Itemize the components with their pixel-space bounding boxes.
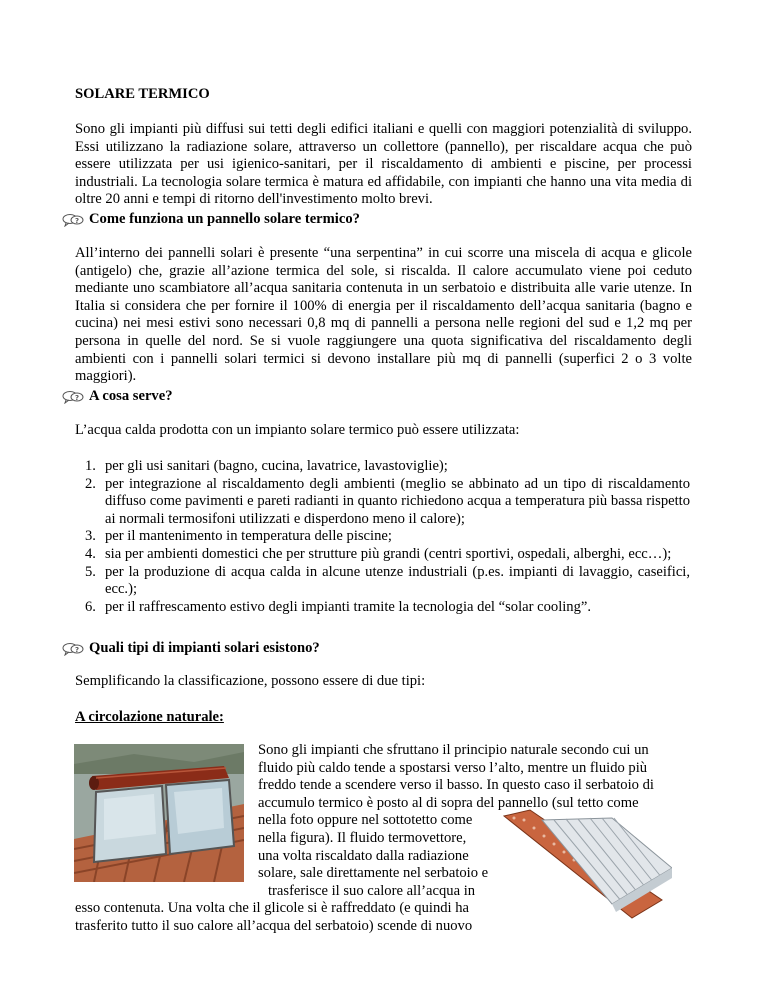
section3-question: Quali tipi di impianti solari esistono? [89,640,320,656]
question-bubble-icon [62,642,84,656]
list-item: 3. per il mantenimento in temperatura delle piscine; [85,528,392,545]
section1-question: Come funziona un pannello solare termico? [89,211,360,227]
section2-heading [62,388,173,406]
question-bubble-icon [62,213,84,227]
question-bubble-icon [62,390,84,404]
flow-line: nella foto oppure nel sottotetto come [258,812,473,829]
flow-line: Sono gli impianti che sfruttano il principio naturale secondo cui un [258,742,649,758]
uses-list [75,458,690,616]
intro-paragraph: Sono gli impianti più diffusi sui tetti degli edifici italiani e quelli con maggiori potenzialità di sviluppo. Essi utilizzano la radiazione solare, attraverso un collettore (pannello), per riscaldare acqua che può essere utilizzata per usi igienico-sanitari, per il riscaldamento di ambienti e piscine, per processi industriali. La tecnologia solare termica è matura ed affidabile, con impianti che hanno una vita media di oltre 20 anni e tempi di ritorno dell'investimento molto brevi. [75,121,692,208]
page-title: SOLARE TERMICO [75,86,210,102]
flow-line: esso contenuta. Una volta che il glicole si è raffreddato (e quindi ha [75,900,470,916]
svg-text:?: ? [75,645,80,654]
svg-text:?: ? [75,393,80,402]
svg-text:?: ? [75,216,80,225]
list-item: 6. per il raffrescamento estivo degli impianti tramite la tecnologia del “solar cooling”. [85,598,592,615]
section2-lead: L’acqua calda prodotta con un impianto solare termico può essere utilizzata: [75,422,520,438]
list-item: 2. per integrazione al riscaldamento degli ambienti (meglio se abbinato ad un tipo di riscaldamento diffuso come pavimenti e pareti radianti in quanto richiedono acqua a temperatura più bassa rispetto ai normali termosifoni utilizzati e disperdono meno il calore); [85,475,690,527]
flow-text-block [258,742,692,900]
flow-line: solare, sale direttamente nel serbatoio e [258,865,489,882]
section3-lead: Semplificando la classificazione, possono essere di due tipi: [75,673,426,689]
flow-line: una volta riscaldato dalla radiazione [258,847,469,864]
flow-text-bottom [75,900,515,935]
section1-paragraph: All’interno dei pannelli solari è presente “una serpentina” in cui scorre una miscela di acqua e glicole (antigelo) che, grazie all’azione termica del sole, si riscalda. Il calore accumulato viene poi ceduto mediante uno scambiatore all’acqua sanitaria contenuta in un serbatoio e distribuita alle varie utenze. In Italia si considera che per fornire il 100% di energia per il riscaldamento dell’acqua sanitaria (bagno e cucina) nei mesi estivi sono necessari 0,8 mq di pannelli a persona nelle regioni del sud e 1,2 mq per persona in quelle del nord. Se si vuole raggiungere una quota significativa del riscaldamento degli ambienti con i pannelli solari termici si devono installare più mq di pannelli (superfici 2 o 3 volte maggiori). [75,245,692,385]
section3-heading [62,640,320,658]
solar-collector-photo [74,744,244,882]
list-item: 1. per gli usi sanitari (bagno, cucina, lavatrice, lavastoviglie); [85,458,448,474]
section2-question: A cosa serve? [89,388,173,404]
section1-heading [62,211,360,229]
flow-line: fluido più caldo tende a spostarsi verso l’alto, mentre un fluido più [258,759,648,776]
flow-line: freddo tende a scendere verso il basso. In questo caso il serbatoio di [258,777,654,794]
list-item: 5. per la produzione di acqua calda in alcune utenze industriali (p.es. impianti di lavaggio, caseifici, ecc.); [85,563,690,598]
flow-line: accumulo termico è posto al di sopra del pannello (sul tetto come [258,794,639,811]
flow-line: trasferito tutto il suo calore all’acqua del serbatoio) scende di nuovo [75,917,473,934]
list-item: 4. sia per ambienti domestici che per strutture più grandi (centri sportivi, ospedali, alberghi, ecc…); [85,545,672,562]
flow-line: nella figura). Il fluido termovettore, [258,829,467,846]
subheading-natural-circulation: A circolazione naturale: [75,709,224,725]
flow-line: trasferisce il suo calore all’acqua in [268,882,476,899]
